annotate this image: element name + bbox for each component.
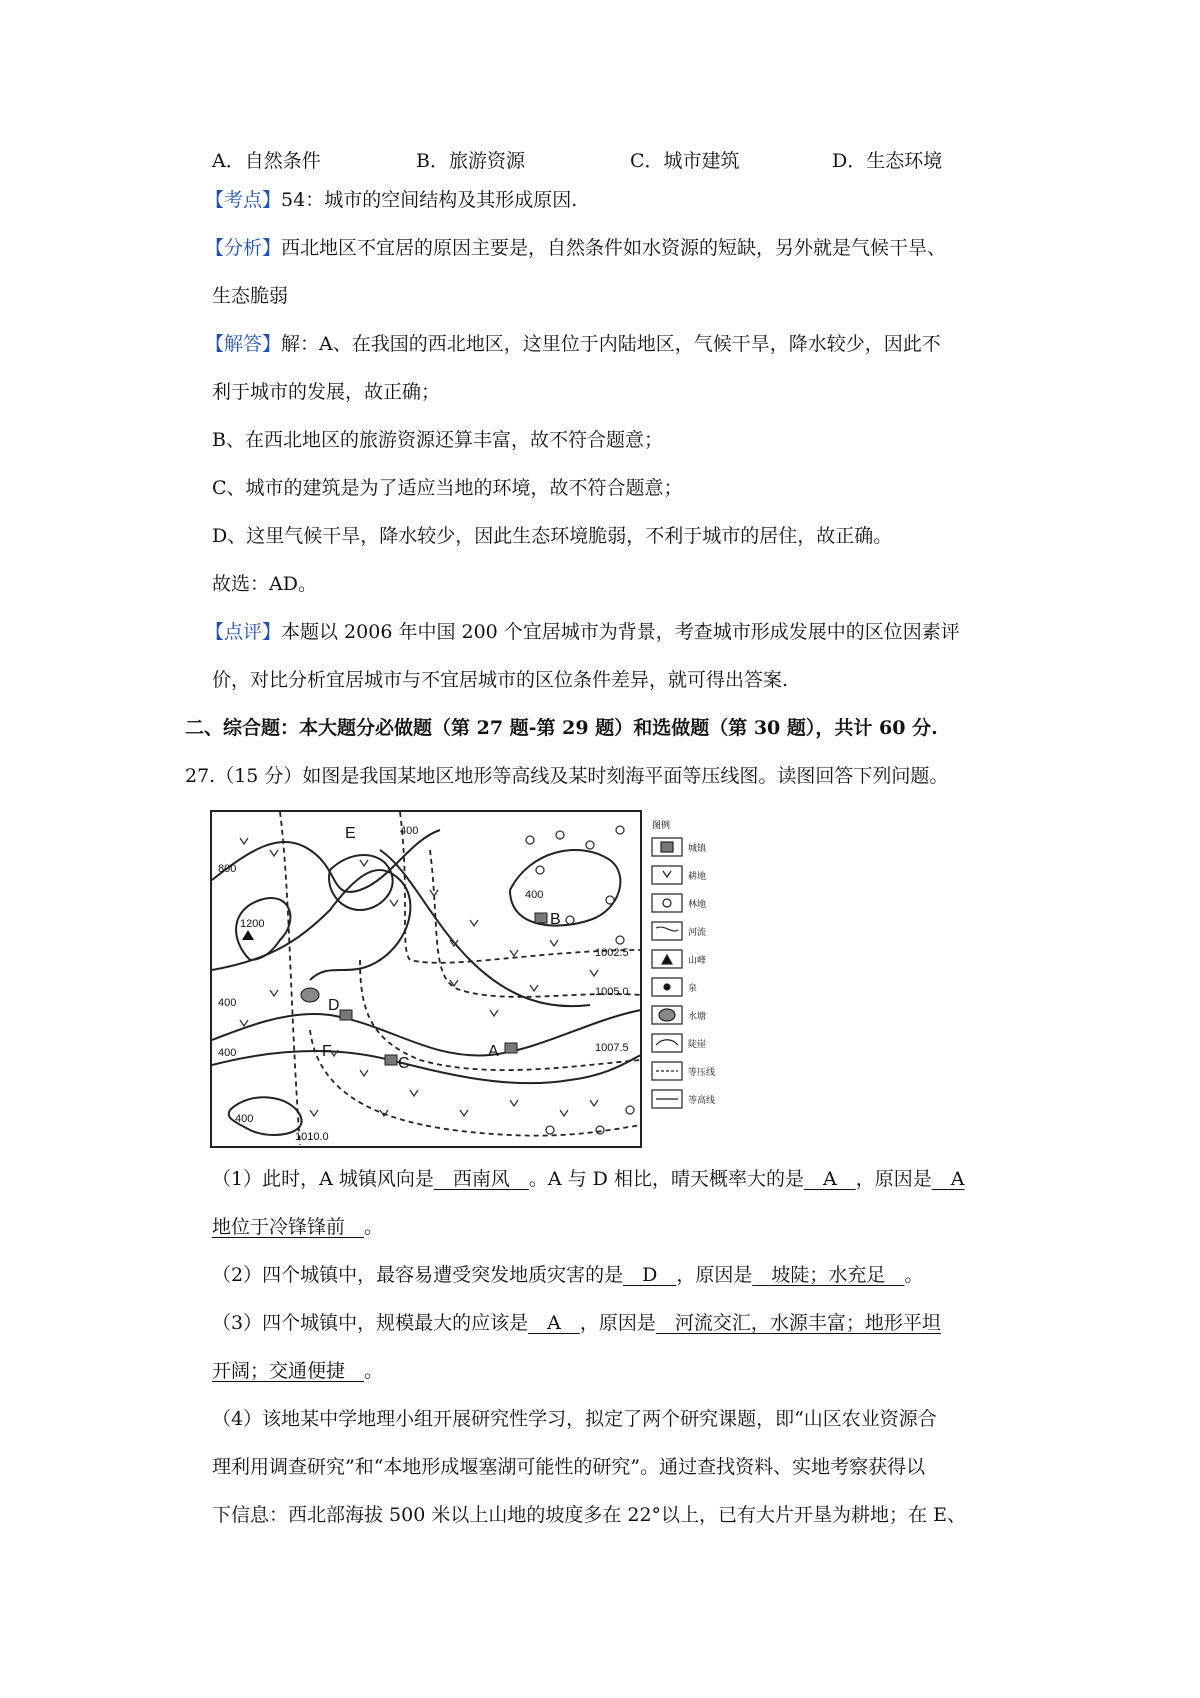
sub2-answer-town: D: [623, 1264, 677, 1286]
fenxi-text-2: 生态脆弱: [212, 285, 289, 307]
isobar-label: 1005.0: [595, 986, 629, 998]
legend-label: 耕地: [688, 871, 707, 881]
sub3-line-2: [212, 1362, 383, 1381]
isobar-label: 1007.5: [595, 1042, 629, 1054]
legend-title: 图例: [652, 820, 671, 830]
point-label-a: A: [488, 1043, 499, 1060]
sub4-line-2: 理利用调查研究”和“本地形成堰塞湖可能性的研究”。通过查找资料、实地考察获得以: [212, 1456, 926, 1478]
answer-c: C、城市的建筑是为了适应当地的环境，故不符合题意；: [212, 477, 683, 499]
legend-label: 山峰: [688, 955, 707, 965]
jieda-line-1: [205, 335, 941, 354]
sub2-text-c: 。: [904, 1264, 924, 1286]
jieda-tag: 【解答】: [205, 333, 282, 355]
jieda-text-1: 解：A、在我国的西北地区，这里位于内陆地区，气候干旱，降水较少，因此不: [281, 333, 941, 355]
sub3-line-1: [212, 1314, 941, 1333]
dianping-text-1: 本题以 2006 年中国 200 个宜居城市为背景，考查城市形成发展中的区位因素评: [281, 621, 960, 643]
legend-label: 泉: [688, 983, 698, 993]
kaodian-tag: 【考点】: [205, 189, 282, 211]
section-heading: 二、综合题：本大题分必做题（第 27 题-第 29 题）和选做题（第 30 题），共计 60 分.: [185, 717, 938, 739]
sub3-text-b: ，原因是: [579, 1312, 656, 1334]
contour-label: 800: [218, 863, 237, 875]
sub3-answer-reason-a: 河流交汇，水源丰富；地形平坦: [655, 1312, 941, 1334]
fenxi-text-1: 西北地区不宜居的原因主要是，自然条件如水资源的短缺，另外就是气候干旱、: [281, 237, 947, 259]
option-a: A．自然条件: [212, 150, 321, 172]
sub1-text-d: 。: [364, 1216, 384, 1238]
sub1-text-c: ，原因是: [855, 1168, 932, 1190]
pond-mark: [301, 988, 319, 1002]
sub2-line: [212, 1266, 923, 1285]
point-label-e: E: [345, 825, 356, 842]
sub1-line-2: [212, 1218, 383, 1237]
sub1-text-a: （1）此时，A 城镇风向是: [212, 1168, 434, 1190]
dianping-tag: 【点评】: [205, 621, 282, 643]
answer-b: B、在西北地区的旅游资源还算丰富，故不符合题意；: [212, 429, 663, 451]
point-label-b: B: [550, 911, 561, 928]
sub2-text-a: （2）四个城镇中，最容易遭受突发地质灾害的是: [212, 1264, 624, 1286]
question-27: 27.（15 分）如图是我国某地区地形等高线及某时刻海平面等压线图。读图回答下列问题。: [185, 765, 949, 787]
sub4-line-1: （4）该地某中学地理小组开展研究性学习，拟定了两个研究课题，即“山区农业资源合: [212, 1408, 937, 1430]
sub1-line-1: [212, 1170, 964, 1189]
sub2-answer-reason: 坡陡；水充足: [752, 1264, 905, 1286]
option-c: C．城市建筑: [630, 150, 740, 172]
contour-label: 400: [235, 1113, 254, 1125]
legend-label: 河流: [688, 927, 707, 937]
sub1-answer-reason-b: 地位于冷锋锋前: [212, 1216, 365, 1238]
point-label-c: C: [398, 1055, 410, 1072]
legend-label: 等高线: [688, 1095, 716, 1105]
contour-label: 400: [525, 889, 544, 901]
contour-label: 400: [218, 997, 237, 1009]
legend-label: 水塘: [688, 1011, 707, 1021]
legend: [652, 819, 715, 1108]
dianping-text-2: 价，对比分析宜居城市与不宜居城市的区位条件差异，就可得出答案.: [212, 669, 789, 691]
sub1-answer-clear: A: [803, 1168, 856, 1190]
sub3-text-a: （3）四个城镇中，规模最大的应该是: [212, 1312, 529, 1334]
contour-isobar-map: [210, 810, 750, 1150]
sub3-answer-reason-b: 开阔；交通便捷: [212, 1360, 365, 1382]
answer-d: D、这里气候干旱，降水较少，因此生态环境脆弱，不利于城市的居住，故正确。: [212, 525, 893, 547]
sub1-answer-reason-a: A: [931, 1168, 965, 1190]
contour-label: 400: [218, 1047, 237, 1059]
kaodian-line: [205, 191, 577, 210]
sub3-text-c: 。: [364, 1360, 384, 1382]
isobar-label: 1002.5: [595, 947, 629, 959]
option-b: B．旅游资源: [416, 150, 525, 172]
sub1-text-b: 。A 与 D 相比，晴天概率大的是: [528, 1168, 804, 1190]
isobar-label: 1010.0: [295, 1131, 329, 1143]
legend-label: 城镇: [688, 843, 707, 853]
legend-label: 等压线: [688, 1067, 716, 1077]
point-label-d: D: [328, 997, 340, 1014]
dianping-line-1: [205, 623, 960, 642]
sub4-line-3: 下信息：西北部海拔 500 米以上山地的坡度多在 22°以上，已有大片开垦为耕地；在 E、: [212, 1504, 966, 1526]
fenxi-line-1: [205, 239, 946, 258]
legend-label: 陡崖: [688, 1039, 707, 1049]
sub3-answer-town: A: [528, 1312, 580, 1334]
kaodian-text: 54：城市的空间结构及其形成原因.: [281, 189, 578, 211]
fenxi-tag: 【分析】: [205, 237, 282, 259]
jieda-text-2: 利于城市的发展，故正确；: [212, 381, 441, 403]
sub2-text-b: ，原因是: [676, 1264, 753, 1286]
final-choice: 故选：AD。: [212, 573, 317, 595]
contour-label: 1200: [240, 918, 265, 930]
map-frame: [211, 811, 641, 1147]
contour-label: 400: [400, 825, 419, 837]
option-d: D．生态环境: [832, 150, 943, 172]
legend-label: 林地: [688, 899, 707, 909]
sub1-answer-wind: 西南风: [433, 1168, 529, 1190]
point-label-f: F: [322, 1043, 332, 1060]
